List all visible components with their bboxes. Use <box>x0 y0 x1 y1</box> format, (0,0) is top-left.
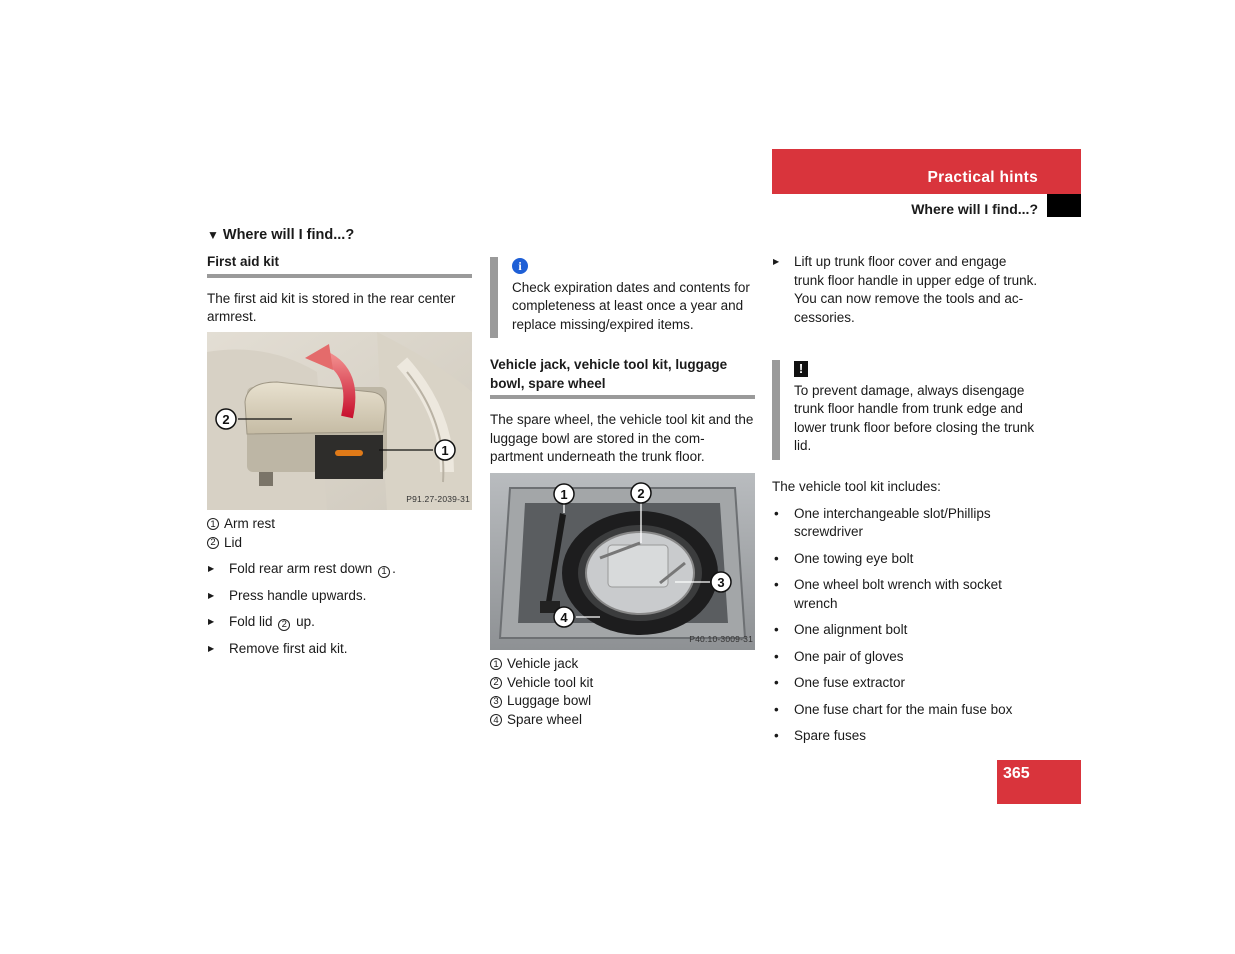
toolkit-intro: The vehicle tool kit includes: <box>772 479 941 494</box>
step-item: ▶ Press handle upwards. <box>207 587 472 606</box>
list-item: • One interchangeable slot/Phillips screwdriver <box>772 505 1040 542</box>
armrest-illustration <box>207 332 472 510</box>
page-number: 365 <box>1003 765 1030 782</box>
page-heading-text: Where will I find...? <box>222 227 355 243</box>
trunk-legend <box>490 655 755 730</box>
warning-note <box>772 360 1044 460</box>
section-title: Where will I find...? <box>911 201 1038 217</box>
trunk-steps <box>772 253 1040 327</box>
svg-text:1: 1 <box>441 443 449 458</box>
step-item: ▶ Fold rear arm rest down 1 . <box>207 560 472 579</box>
list-item: • One fuse extractor <box>772 674 1040 693</box>
first-aid-intro: The first aid kit is stored in the rear center armrest. <box>207 290 456 324</box>
toolkit-list <box>772 505 1040 746</box>
svg-text:2: 2 <box>637 486 645 501</box>
section-marker <box>1047 194 1081 217</box>
column-first-aid <box>207 253 472 327</box>
legend-item: 4 Spare wheel <box>490 711 755 730</box>
info-note <box>490 257 755 338</box>
trunk-illustration <box>490 473 755 650</box>
chapter-header-bar <box>772 149 1081 194</box>
legend-item: 3 Luggage bowl <box>490 692 755 711</box>
armrest-figure <box>207 332 472 510</box>
list-item: • One fuse chart for the main fuse box <box>772 701 1040 720</box>
info-text: Check expiration dates and contents for completeness at least once a year and replace missing/expired items. <box>512 279 750 332</box>
step-item: ▶ Lift up trunk floor cover and engage trunk floor handle in upper edge of trunk. You can now remove the tools and ac-cessories. <box>772 253 1040 327</box>
legend-item: 2 Lid <box>207 534 472 553</box>
svg-text:2: 2 <box>222 412 230 427</box>
warning-icon: ! <box>794 361 808 377</box>
page-number-box <box>997 760 1081 804</box>
column-jack <box>490 356 755 467</box>
list-item: • One wheel bolt wrench with socket wrench <box>772 576 1040 613</box>
list-item: • Spare fuses <box>772 727 1040 746</box>
trunk-figure <box>490 473 755 650</box>
first-aid-subhead: First aid kit <box>207 253 472 278</box>
list-item: • One pair of gloves <box>772 648 1040 667</box>
page-heading <box>207 226 354 245</box>
list-item: • One towing eye bolt <box>772 550 1040 569</box>
jack-subhead: Vehicle jack, vehicle tool kit, luggage bowl, spare wheel <box>490 356 755 399</box>
armrest-legend <box>207 515 472 552</box>
svg-text:1: 1 <box>560 487 568 502</box>
legend-item: 2 Vehicle tool kit <box>490 674 755 693</box>
legend-item: 1 Vehicle jack <box>490 655 755 674</box>
warning-text: To prevent damage, always disengage trunk floor handle from trunk edge and lower trunk floor before closing the trunk lid. <box>794 382 1035 453</box>
info-icon: i <box>512 258 528 274</box>
figure-code: P91.27-2039-31 <box>406 493 470 504</box>
svg-text:3: 3 <box>717 575 725 590</box>
svg-text:4: 4 <box>560 610 568 625</box>
triangle-down-icon: ▼ <box>207 228 219 242</box>
step-item: ▶ Remove first aid kit. <box>207 640 472 659</box>
jack-intro: The spare wheel, the vehicle tool kit and the luggage bowl are stored in the com-partment underneath the trunk floor. <box>490 412 754 464</box>
step-item: ▶ Fold lid 2 up. <box>207 613 472 632</box>
first-aid-steps <box>207 560 472 658</box>
figure-code: P40.10-3009-31 <box>689 633 753 644</box>
toolkit-section <box>772 478 1040 754</box>
list-item: • One alignment bolt <box>772 621 1040 640</box>
legend-item: 1 Arm rest <box>207 515 472 534</box>
chapter-title: Practical hints <box>927 169 1038 186</box>
